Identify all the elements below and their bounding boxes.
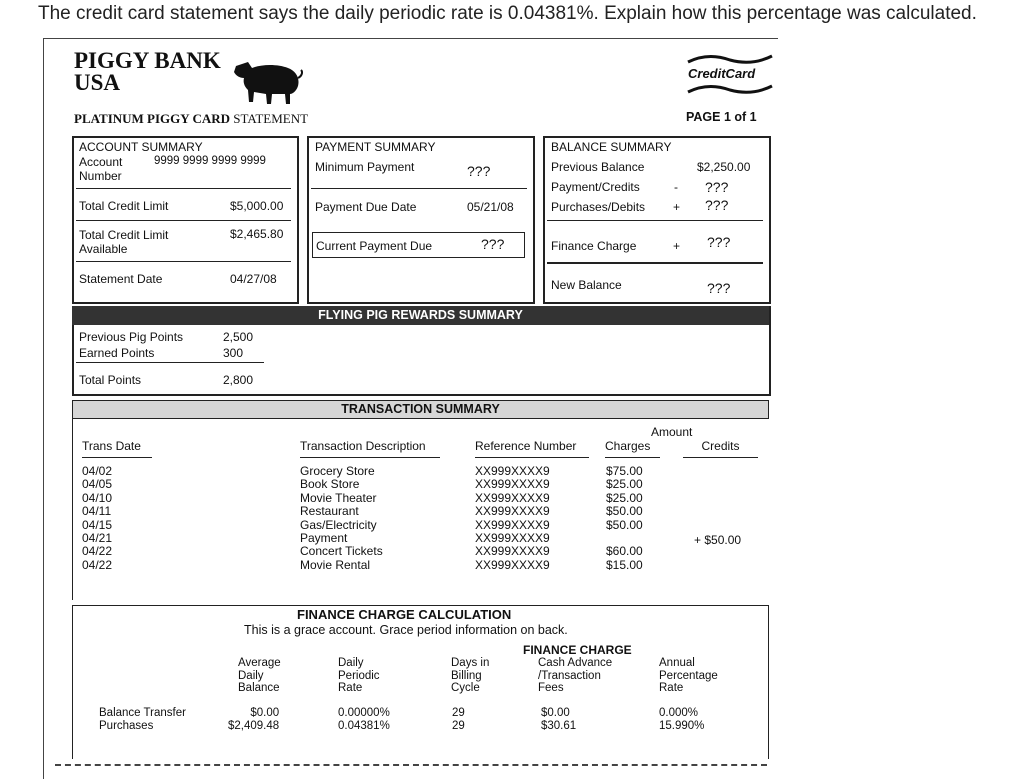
daily-periodic-rate-values: 0.00000% 0.04381% xyxy=(338,707,390,732)
apr-values: 0.000% 15.990% xyxy=(659,707,705,732)
divider xyxy=(311,188,527,189)
available-credit-label-1: Total Credit Limit xyxy=(79,228,169,242)
payment-credits-label: Payment/Credits xyxy=(551,180,640,194)
finance-charge-label: Finance Charge xyxy=(551,239,637,253)
statement-title xyxy=(74,111,308,127)
wave-top-icon xyxy=(686,54,774,64)
col-average-daily-balance: Average Daily Balance xyxy=(238,657,281,694)
account-summary-header: ACCOUNT SUMMARY xyxy=(79,140,203,154)
earned-points-value: 300 xyxy=(223,346,244,360)
page-number: PAGE 1 of 1 xyxy=(686,110,757,124)
available-credit-label-2: Available xyxy=(79,242,128,256)
account-number-value: 9999 9999 9999 9999 xyxy=(154,155,266,167)
previous-balance-value: $2,250.00 xyxy=(697,160,751,174)
bank-name-line1: PIGGY BANK xyxy=(74,48,221,73)
rewards-header: FLYING PIG REWARDS SUMMARY xyxy=(72,306,769,325)
finance-charge-value: ??? xyxy=(707,234,731,250)
divider xyxy=(76,261,291,262)
col-credits: Credits xyxy=(683,439,758,458)
tear-line xyxy=(55,764,767,766)
transaction-credit-payment: + $50.00 xyxy=(694,533,742,547)
purchases-debits-sign: + xyxy=(673,200,681,214)
statement-date-value: 04/27/08 xyxy=(230,272,277,286)
available-credit-value: $2,465.80 xyxy=(230,227,284,241)
divider xyxy=(76,188,291,189)
previous-points-value: 2,500 xyxy=(223,330,254,344)
account-number-label-1: Account xyxy=(79,155,123,169)
previous-balance-label: Previous Balance xyxy=(551,160,645,174)
finance-charge-sign: + xyxy=(673,239,681,253)
transaction-charges: $75.00 $25.00 $25.00 $50.00 $50.00 $60.00 $15.00 xyxy=(606,464,643,572)
account-number-label-2: Number xyxy=(79,169,122,183)
question-text: The credit card statement says the daily periodic rate is 0.04381%. Explain how this percentage was calculated. xyxy=(38,3,977,24)
col-description: Transaction Description xyxy=(300,439,440,458)
finance-charge-subtitle: This is a grace account. Grace period information on back. xyxy=(244,623,568,637)
finance-row-labels: Balance Transfer Purchases xyxy=(99,707,186,732)
purchases-debits-value: ??? xyxy=(705,197,729,213)
pig-logo-icon xyxy=(228,52,304,106)
payment-credits-sign: - xyxy=(674,180,678,194)
statement-title-rest: STATEMENT xyxy=(230,111,309,126)
bank-name-line2: USA xyxy=(74,70,121,95)
payment-credits-value: ??? xyxy=(705,179,729,195)
total-points-label: Total Points xyxy=(79,373,142,387)
statement-title-bold: PLATINUM PIGGY CARD xyxy=(74,111,230,126)
finance-charge-title: FINANCE CHARGE CALCULATION xyxy=(297,607,512,622)
col-fees: Cash Advance /Transaction Fees xyxy=(538,657,613,694)
creditcard-logo xyxy=(686,54,774,96)
credit-limit-label: Total Credit Limit xyxy=(79,199,169,213)
account-number-label xyxy=(79,155,122,183)
days-in-cycle-values: 29 29 xyxy=(452,707,465,732)
divider xyxy=(547,262,763,264)
col-reference: Reference Number xyxy=(475,439,589,458)
average-daily-balance-values: $0.00 $2,409.48 xyxy=(228,707,280,732)
balance-summary-header: BALANCE SUMMARY xyxy=(551,140,672,154)
previous-points-label: Previous Pig Points xyxy=(79,330,184,344)
transaction-references: XX999XXXX9 XX999XXXX9 XX999XXXX9 XX999XXXX9 XX999XXXX9 XX999XXXX9 XX999XXXX9 XX999XXXX9 xyxy=(475,464,550,572)
bank-name xyxy=(74,50,221,94)
transaction-area-left-border xyxy=(72,400,73,600)
fees-values: $0.00 $30.61 xyxy=(541,707,577,732)
new-balance-label: New Balance xyxy=(551,278,622,292)
minimum-payment-value: ??? xyxy=(467,163,491,179)
minimum-payment-label: Minimum Payment xyxy=(315,160,415,174)
divider xyxy=(547,220,763,221)
new-balance-value: ??? xyxy=(707,280,731,296)
divider xyxy=(76,220,291,221)
transaction-descriptions: Grocery Store Book Store Movie Theater Restaurant Gas/Electricity Payment Concert Tickets Movie Rental xyxy=(300,464,383,572)
col-days-in-cycle: Days in Billing Cycle xyxy=(451,657,490,694)
finance-charge-col-header: FINANCE CHARGE xyxy=(523,643,632,657)
col-charges: Charges xyxy=(605,439,660,458)
earned-points-label: Earned Points xyxy=(79,346,155,360)
purchases-debits-label: Purchases/Debits xyxy=(551,200,646,214)
payment-due-date-value: 05/21/08 xyxy=(467,200,514,214)
credit-limit-value: $5,000.00 xyxy=(230,199,284,213)
wave-bottom-icon xyxy=(686,84,774,94)
creditcard-logo-text: CreditCard xyxy=(688,66,756,81)
total-points-value: 2,800 xyxy=(223,373,254,387)
amount-label: Amount xyxy=(651,425,693,439)
statement-date-label: Statement Date xyxy=(79,272,163,286)
transaction-dates: 04/02 04/05 04/10 04/11 04/15 04/21 04/22 04/22 xyxy=(82,464,113,572)
col-apr: Annual Percentage Rate xyxy=(659,657,718,694)
current-payment-due-value: ??? xyxy=(481,236,505,252)
col-trans-date: Trans Date xyxy=(82,439,152,458)
current-payment-due-label: Current Payment Due xyxy=(316,239,433,253)
payment-due-date-label: Payment Due Date xyxy=(315,200,417,214)
available-credit-label xyxy=(79,228,168,256)
transaction-summary-header: TRANSACTION SUMMARY xyxy=(72,400,769,419)
col-daily-periodic-rate: Daily Periodic Rate xyxy=(338,657,380,694)
payment-summary-header: PAYMENT SUMMARY xyxy=(315,140,436,154)
divider xyxy=(76,362,264,363)
